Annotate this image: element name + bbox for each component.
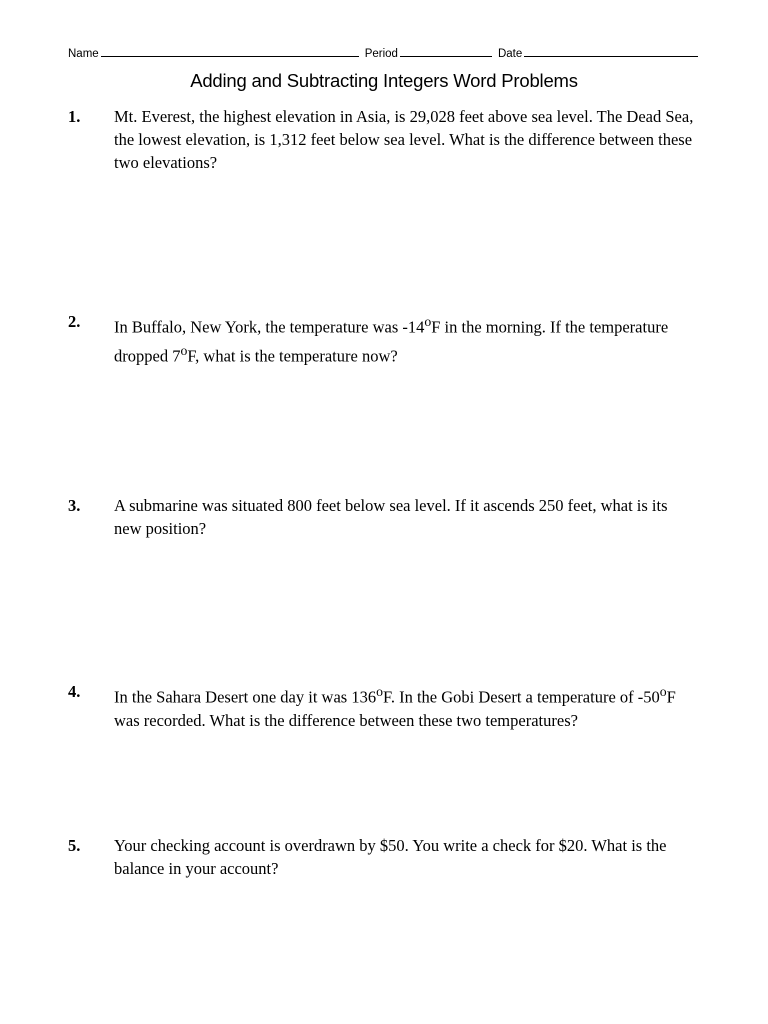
problem-text-part: F, what is the temperature now? [187, 346, 398, 365]
worksheet-title: Adding and Subtracting Integers Word Problems [190, 70, 578, 91]
degree-symbol: o [659, 684, 667, 699]
problem-text [114, 310, 698, 367]
problem-text-part: F was recorded. What is the difference between these two temperatures? [114, 687, 676, 730]
problem-number: 4. [68, 682, 81, 701]
date-blank[interactable] [524, 46, 698, 57]
problem-text: Your checking account is overdrawn by $50. You write a check for $20. What is the balance in your account? [114, 836, 667, 878]
problem-number: 5. [68, 836, 81, 855]
problem-text-part: F in the morning. If the temperature dropped 7 [114, 317, 669, 365]
degree-symbol: o [180, 342, 188, 358]
problem-number: 3. [68, 496, 81, 515]
problem-3 [68, 494, 698, 540]
problem-text: A submarine was situated 800 feet below sea level. If it ascends 250 feet, what is its new position? [114, 496, 668, 538]
period-label: Period [364, 48, 398, 60]
problem-4 [68, 680, 698, 732]
name-label: Name [68, 48, 99, 60]
problem-text-part: F. In the Gobi Desert a temperature of -50 [382, 687, 660, 707]
problem-2 [68, 310, 698, 367]
problem-text [114, 680, 698, 732]
date-label: Date [497, 48, 523, 60]
name-blank[interactable] [101, 46, 359, 57]
problem-text-part: In Buffalo, New York, the temperature was -14 [114, 317, 425, 337]
problem-5 [68, 834, 698, 880]
degree-symbol: o [424, 314, 432, 329]
problem-text-part: In the Sahara Desert one day it was 136 [114, 687, 377, 707]
period-blank[interactable] [400, 46, 492, 57]
problem-1 [68, 105, 698, 174]
student-info-header [68, 46, 698, 60]
problem-number: 2. [68, 312, 81, 331]
problem-text: Mt. Everest, the highest elevation in Asia, is 29,028 feet above sea level. The Dead Sea, the lowest elevation, is 1,312 feet below sea level. What is the difference between these two elevations? [114, 107, 694, 172]
degree-symbol: o [376, 684, 383, 699]
problem-number: 1. [68, 107, 81, 126]
